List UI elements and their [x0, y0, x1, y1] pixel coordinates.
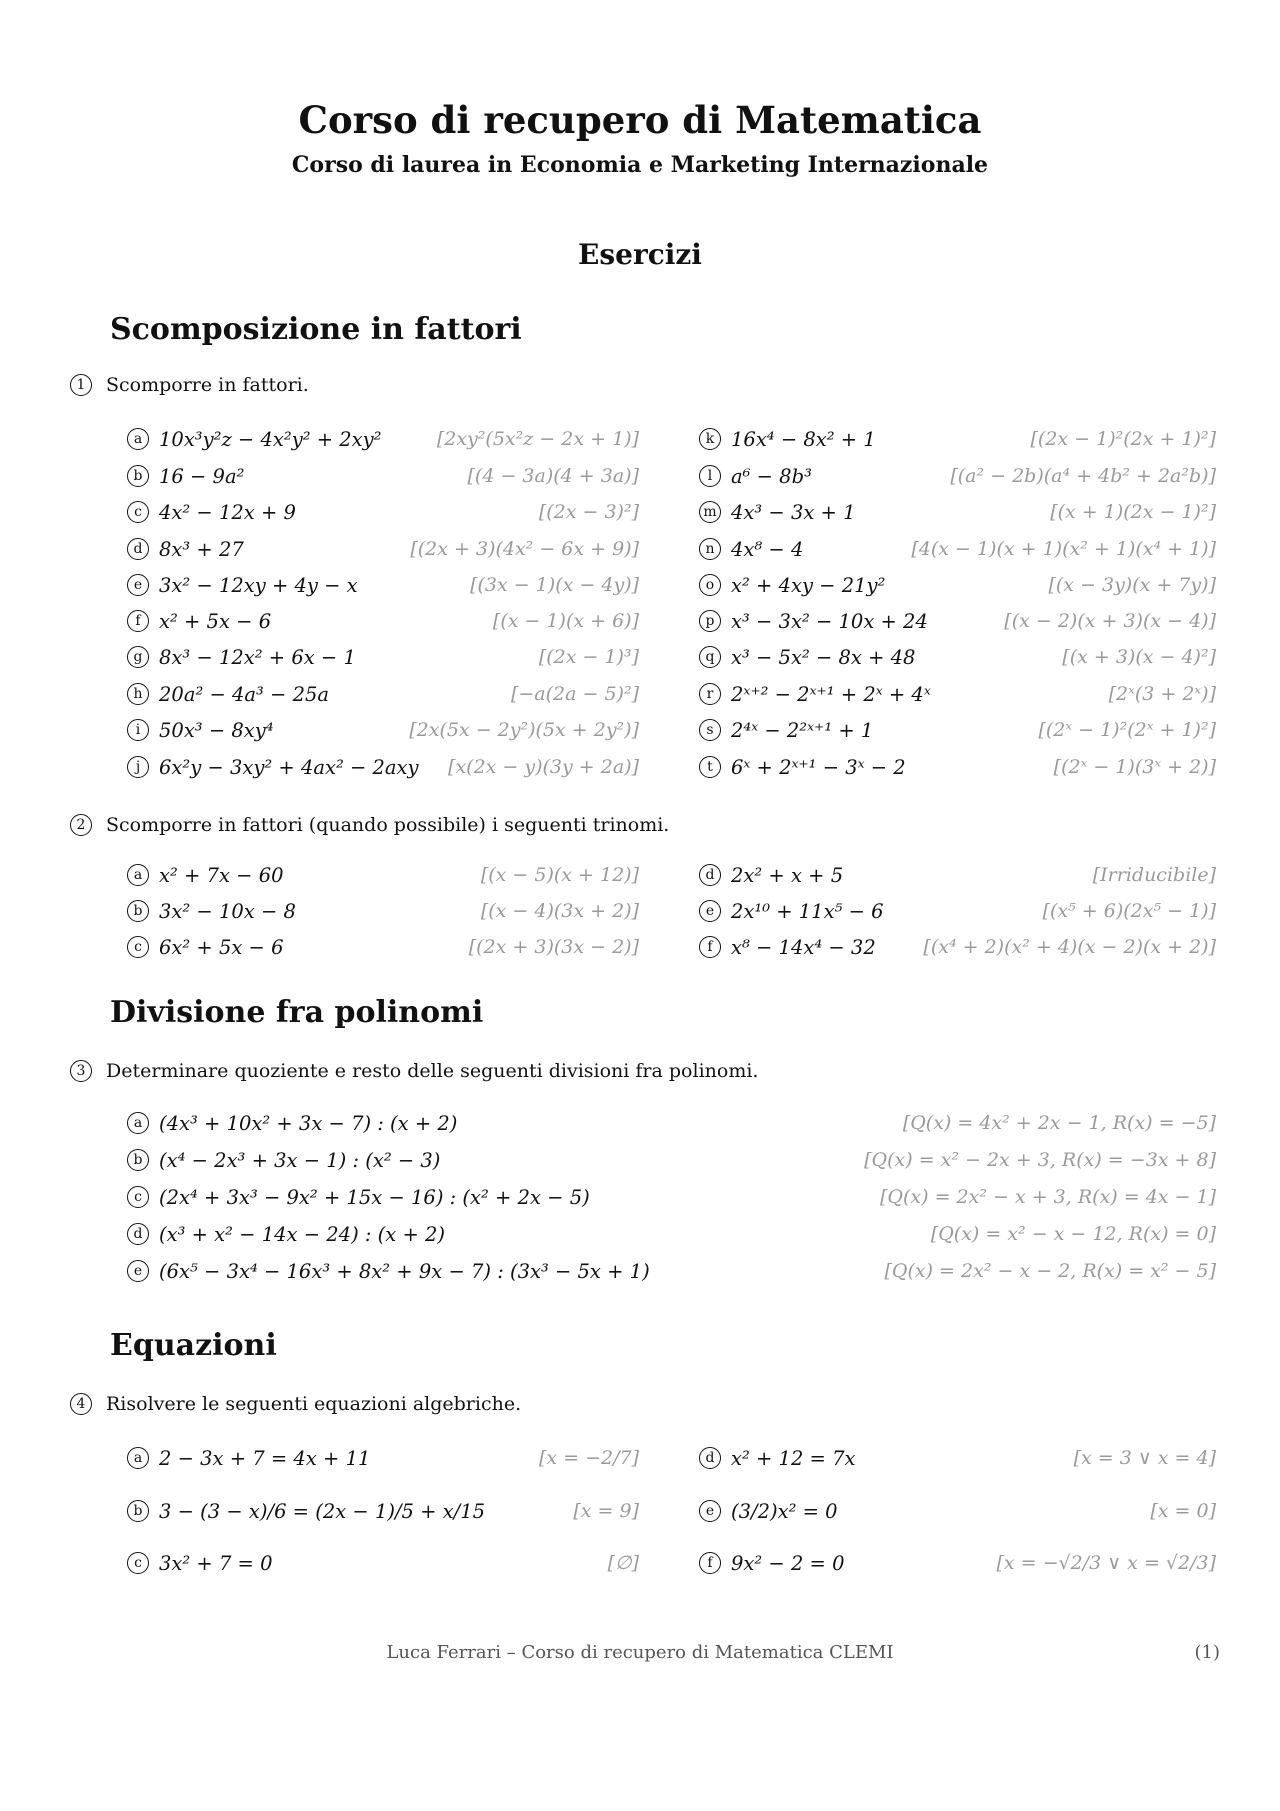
- item-letter: g: [127, 646, 149, 668]
- item-answer: [(x − 3y)(x + 7y)]: [1048, 574, 1216, 596]
- section-title-equations: Equazioni: [110, 1328, 277, 1363]
- item-answer: [(2ˣ − 1)²(2ˣ + 1)²]: [1038, 719, 1216, 741]
- item-letter: r: [699, 683, 721, 705]
- item-answer: [(x + 3)(x − 4)²]: [1062, 646, 1216, 668]
- item-expression: 20a² − 4a³ − 25a: [159, 682, 330, 706]
- list-item: [127, 461, 244, 491]
- item-answer: [(x − 5)(x + 12)]: [480, 864, 639, 886]
- exercise-4-prompt: [70, 1393, 521, 1415]
- item-expression: 3x² − 12xy + 4y − x: [159, 573, 358, 597]
- exercise-2-prompt: [70, 814, 669, 836]
- list-item: [127, 606, 271, 636]
- item-answer: [(x + 1)(2x − 1)²]: [1050, 501, 1216, 523]
- item-answer: [Q(x) = 4x² + 2x − 1, R(x) = −5]: [902, 1112, 1216, 1134]
- list-item: [127, 1145, 440, 1175]
- item-letter: c: [127, 1552, 149, 1574]
- item-expression: 16x⁴ − 8x² + 1: [731, 427, 876, 451]
- item-letter: a: [127, 1447, 149, 1469]
- list-item: [127, 1256, 650, 1286]
- item-expression: 2ˣ⁺² − 2ˣ⁺¹ + 2ˣ + 4ˣ: [731, 682, 931, 706]
- list-item: [127, 1548, 273, 1578]
- item-letter: o: [699, 574, 721, 596]
- item-answer: [2xy²(5x²z − 2x + 1)]: [436, 428, 639, 450]
- list-item: [699, 642, 915, 672]
- item-letter: b: [127, 1149, 149, 1171]
- item-expression: 4x² − 12x + 9: [159, 500, 296, 524]
- exercise-number: 1: [70, 374, 92, 396]
- item-letter: e: [699, 900, 721, 922]
- item-answer: [x(2x − y)(3y + 2a)]: [448, 756, 639, 778]
- item-letter: b: [127, 900, 149, 922]
- item-answer: [(2x − 1)²(2x + 1)²]: [1030, 428, 1216, 450]
- list-item: [699, 570, 885, 600]
- section-title-division: Divisione fra polinomi: [110, 995, 484, 1030]
- item-expression: (x⁴ − 2x³ + 3x − 1) : (x² − 3): [159, 1148, 441, 1172]
- item-expression: 2 − 3x + 7 = 4x + 11: [159, 1446, 371, 1470]
- item-expression: 16 − 9a²: [159, 464, 245, 488]
- item-expression: (4x³ + 10x² + 3x − 7) : (x + 2): [159, 1111, 458, 1135]
- item-answer: [(x⁴ + 2)(x² + 4)(x − 2)(x + 2)]: [923, 936, 1216, 958]
- item-answer: [(2x − 3)²]: [538, 501, 639, 523]
- list-item: [699, 534, 803, 564]
- exercise-1-prompt: [70, 374, 309, 396]
- item-expression: x² + 12 = 7x: [731, 1446, 856, 1470]
- item-letter: t: [699, 756, 721, 778]
- list-item: [699, 424, 876, 454]
- item-answer: [(2x − 1)³]: [538, 646, 639, 668]
- page-number: (1): [1194, 1642, 1220, 1663]
- list-item: [699, 715, 873, 745]
- list-item: [127, 860, 284, 890]
- exercise-number: 2: [70, 814, 92, 836]
- item-letter: c: [127, 936, 149, 958]
- item-answer: [Q(x) = x² − 2x + 3, R(x) = −3x + 8]: [864, 1149, 1216, 1171]
- list-item: [127, 497, 296, 527]
- list-item: [699, 860, 843, 890]
- item-expression: 2x¹⁰ + 11x⁵ − 6: [731, 899, 884, 923]
- item-expression: x³ − 5x² − 8x + 48: [731, 645, 916, 669]
- item-letter: b: [127, 465, 149, 487]
- item-letter: p: [699, 610, 721, 632]
- item-answer: [(2x + 3)(4x² − 6x + 9)]: [410, 538, 639, 560]
- list-item: [699, 497, 856, 527]
- list-item: [127, 1108, 457, 1138]
- item-answer: [(2ˣ − 1)(3ˣ + 2)]: [1053, 756, 1216, 778]
- item-letter: c: [127, 1186, 149, 1208]
- item-expression: a⁶ − 8b³: [731, 464, 812, 488]
- item-letter: n: [699, 538, 721, 560]
- item-letter: d: [127, 1223, 149, 1245]
- item-answer: [Q(x) = x² − x − 12, R(x) = 0]: [930, 1223, 1216, 1245]
- list-item: [127, 1496, 485, 1526]
- list-item: [699, 932, 876, 962]
- list-item: [127, 570, 358, 600]
- exercise-prompt: Risolvere le seguenti equazioni algebriche.: [106, 1393, 522, 1415]
- item-letter: f: [699, 936, 721, 958]
- list-item: [127, 932, 284, 962]
- item-answer: [(2x + 3)(3x − 2)]: [468, 936, 639, 958]
- item-answer: [x = 9]: [573, 1500, 639, 1522]
- item-letter: c: [127, 501, 149, 523]
- item-expression: 8x³ − 12x² + 6x − 1: [159, 645, 356, 669]
- list-item: [699, 679, 931, 709]
- item-letter: q: [699, 646, 721, 668]
- item-answer: [4(x − 1)(x + 1)(x² + 1)(x⁴ + 1)]: [911, 538, 1216, 560]
- item-letter: f: [699, 1552, 721, 1574]
- item-letter: l: [699, 465, 721, 487]
- item-answer: [2ˣ(3 + 2ˣ)]: [1108, 683, 1216, 705]
- document-title: Corso di recupero di Matematica: [298, 98, 982, 142]
- item-answer: [Q(x) = 2x² − x + 3, R(x) = 4x − 1]: [880, 1186, 1216, 1208]
- item-expression: 4x⁸ − 4: [731, 537, 804, 561]
- item-letter: s: [699, 719, 721, 741]
- item-answer: [(4 − 3a)(4 + 3a)]: [467, 465, 639, 487]
- item-expression: x² + 4xy − 21y²: [731, 573, 886, 597]
- item-letter: j: [127, 756, 149, 778]
- item-expression: 4x³ − 3x + 1: [731, 500, 856, 524]
- exercise-3-prompt: [70, 1060, 758, 1082]
- item-expression: 3x² − 10x − 8: [159, 899, 296, 923]
- item-answer: [(x − 2)(x + 3)(x − 4)]: [1004, 610, 1216, 632]
- item-expression: 2⁴ˣ − 2²ˣ⁺¹ + 1: [731, 718, 874, 742]
- item-letter: a: [127, 1112, 149, 1134]
- item-answer: [(3x − 1)(x − 4y)]: [470, 574, 639, 596]
- section-title-factoring: Scomposizione in fattori: [110, 312, 522, 347]
- item-expression: 2x² + x + 5: [731, 863, 844, 887]
- item-expression: x² + 5x − 6: [159, 609, 272, 633]
- item-answer: [(a² − 2b)(a⁴ + 4b² + 2a²b)]: [950, 465, 1216, 487]
- item-expression: 3x² + 7 = 0: [159, 1551, 273, 1575]
- item-letter: h: [127, 683, 149, 705]
- list-item: [699, 461, 812, 491]
- list-item: [127, 896, 296, 926]
- item-expression: 6ˣ + 2ˣ⁺¹ − 3ˣ − 2: [731, 755, 906, 779]
- item-letter: k: [699, 428, 721, 450]
- item-expression: 10x³y²z − 4x²y² + 2xy²: [159, 427, 382, 451]
- item-answer: [−a(2a − 5)²]: [510, 683, 639, 705]
- list-item: [127, 1182, 590, 1212]
- list-item: [699, 1548, 845, 1578]
- list-item: [127, 715, 274, 745]
- list-item: [699, 1443, 856, 1473]
- item-answer: [2x(5x − 2y²)(5x + 2y²)]: [409, 719, 639, 741]
- item-letter: e: [699, 1500, 721, 1522]
- item-answer: [(x⁵ + 6)(2x⁵ − 1)]: [1042, 900, 1216, 922]
- item-letter: m: [699, 501, 721, 523]
- item-answer: [(x − 4)(3x + 2)]: [480, 900, 639, 922]
- item-expression: (6x⁵ − 3x⁴ − 16x³ + 8x² + 9x − 7) : (3x³ − 5x + 1): [159, 1259, 650, 1283]
- list-item: [699, 1496, 838, 1526]
- item-expression: 3 − (3 − x)/6 = (2x − 1)/5 + x/15: [159, 1499, 486, 1523]
- item-expression: (2x⁴ + 3x³ − 9x² + 15x − 16) : (x² + 2x − 5): [159, 1185, 590, 1209]
- exercise-number: 3: [70, 1060, 92, 1082]
- item-answer: [x = 0]: [1150, 1500, 1216, 1522]
- exercise-prompt: Determinare quoziente e resto delle seguenti divisioni fra polinomi.: [106, 1060, 759, 1082]
- list-item: [699, 752, 906, 782]
- item-expression: 50x³ − 8xy⁴: [159, 718, 274, 742]
- item-letter: a: [127, 864, 149, 886]
- item-expression: 6x²y − 3xy² + 4ax² − 2axy: [159, 755, 419, 779]
- item-letter: f: [127, 610, 149, 632]
- item-expression: 8x³ + 27: [159, 537, 244, 561]
- item-answer: [∅]: [607, 1552, 639, 1574]
- item-expression: (x³ + x² − 14x − 24) : (x + 2): [159, 1222, 445, 1246]
- item-letter: d: [699, 864, 721, 886]
- list-item: [127, 534, 244, 564]
- item-letter: e: [127, 1260, 149, 1282]
- list-item: [127, 642, 356, 672]
- list-item: [699, 606, 928, 636]
- item-expression: 9x² − 2 = 0: [731, 1551, 845, 1575]
- exercise-prompt: Scomporre in fattori.: [106, 374, 309, 396]
- exercises-heading: Esercizi: [578, 238, 702, 271]
- exercise-number: 4: [70, 1393, 92, 1415]
- item-expression: x² + 7x − 60: [159, 863, 284, 887]
- list-item: [127, 679, 329, 709]
- item-expression: x³ − 3x² − 10x + 24: [731, 609, 928, 633]
- item-letter: b: [127, 1500, 149, 1522]
- footer-text: Luca Ferrari – Corso di recupero di Matematica CLEMI: [386, 1642, 894, 1663]
- item-answer: [x = 3 ∨ x = 4]: [1073, 1447, 1216, 1469]
- document-subtitle: Corso di laurea in Economia e Marketing Internazionale: [291, 152, 989, 178]
- list-item: [127, 752, 419, 782]
- list-item: [127, 1443, 370, 1473]
- list-item: [127, 424, 382, 454]
- item-answer: [Q(x) = 2x² − x − 2, R(x) = x² − 5]: [884, 1260, 1216, 1282]
- item-answer: [(x − 1)(x + 6)]: [492, 610, 639, 632]
- item-answer: [x = −2/7]: [538, 1447, 639, 1469]
- item-answer: [x = −√2/3 ∨ x = √2/3]: [996, 1552, 1216, 1574]
- item-letter: i: [127, 719, 149, 741]
- item-letter: d: [699, 1447, 721, 1469]
- item-letter: a: [127, 428, 149, 450]
- list-item: [699, 896, 884, 926]
- item-letter: e: [127, 574, 149, 596]
- item-expression: (3/2)x² = 0: [731, 1499, 838, 1523]
- item-expression: 6x² + 5x − 6: [159, 935, 284, 959]
- item-letter: d: [127, 538, 149, 560]
- exercise-prompt: Scomporre in fattori (quando possibile) i seguenti trinomi.: [106, 814, 670, 836]
- list-item: [127, 1219, 445, 1249]
- item-expression: x⁸ − 14x⁴ − 32: [731, 935, 876, 959]
- item-answer: [Irriducibile]: [1092, 864, 1216, 886]
